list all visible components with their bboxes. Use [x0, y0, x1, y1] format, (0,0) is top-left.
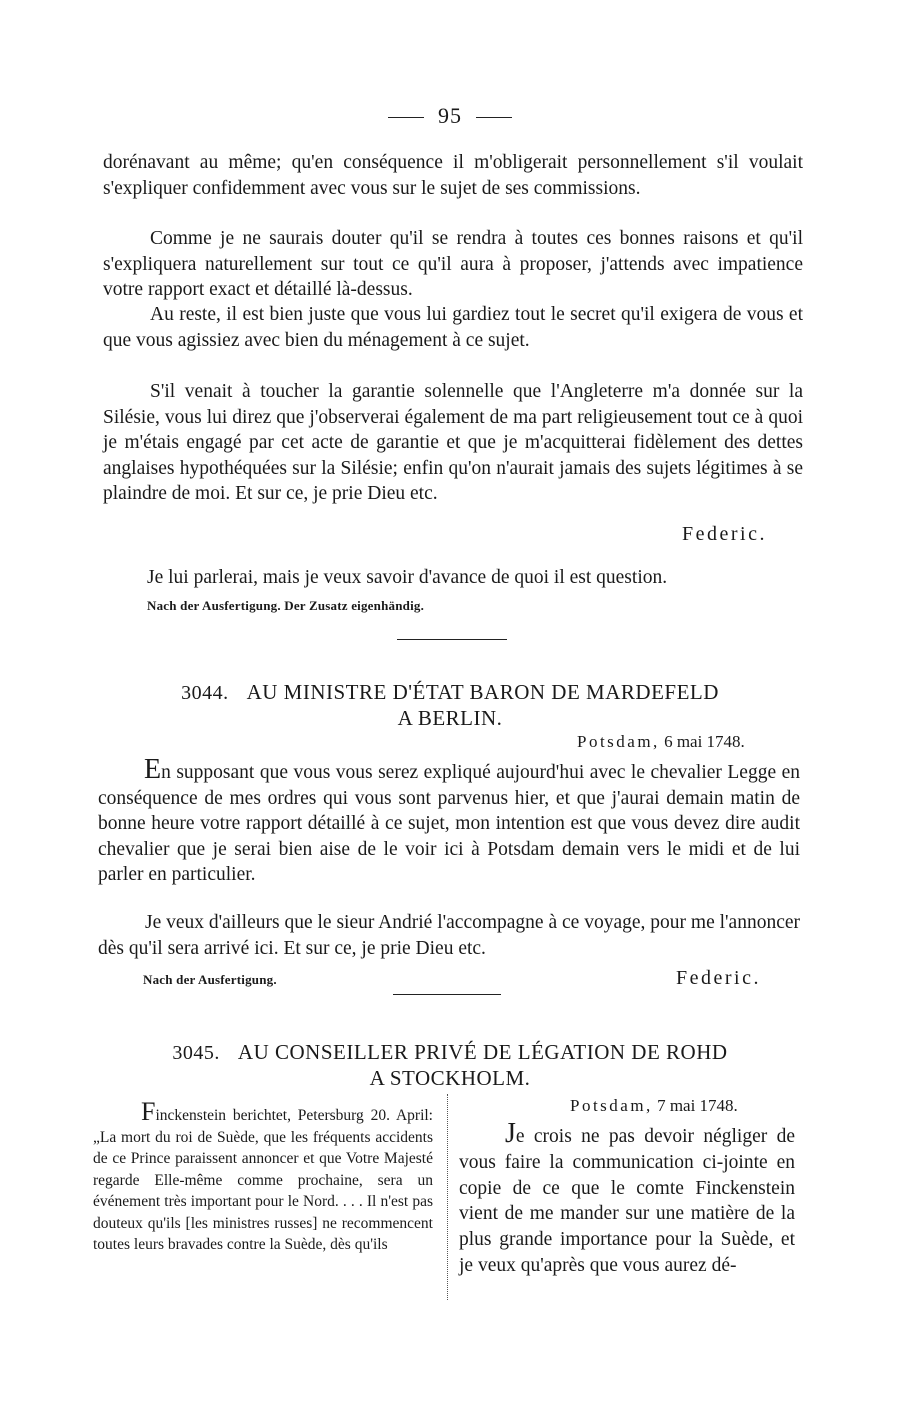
letter-3045-body — [459, 1118, 795, 1279]
letter-3045-heading — [0, 1040, 900, 1066]
continuation-paragraph-1: dorénavant au même; qu'en conséquence il m'obligerait personnellement s'il voulait s'expliquer confidemment avec vous sur le sujet de ses commissions. — [103, 152, 803, 199]
page-number-dash-right — [476, 117, 512, 118]
source-note-1: Nach der Ausfertigung. Der Zusatz eigenhändig. — [147, 598, 425, 613]
letter-3045-dateline — [570, 1096, 738, 1116]
page-number: 95 — [0, 103, 900, 129]
continuation-paragraph-3: Au reste, il est bien juste que vous lui gardiez tout le secret qu'il exigera de vous et que vous agissiez avec bien du ménagement à ce sujet. — [103, 304, 803, 351]
letter-3044-heading-line2: A BERLIN. — [397, 706, 503, 730]
letter-3045-number: 3045. — [172, 1042, 220, 1064]
postscript: Je lui parlerai, mais je veux savoir d'avance de quoi il est question. — [147, 567, 668, 588]
letter-3044-date: 6 mai 1748. — [664, 732, 745, 751]
page-number-dash-left — [388, 117, 424, 118]
letter-3045-date-place: Potsdam, — [570, 1096, 653, 1115]
letter-3045-body-initial: J — [505, 1118, 516, 1149]
letter-3044-dateline — [577, 732, 745, 752]
signature-federic-2: Federic. — [676, 967, 761, 989]
letter-3045-note-initial: F — [141, 1097, 156, 1126]
letter-3045-date: 7 mai 1748. — [657, 1096, 738, 1115]
letter-3045-note-text: inckenstein berichtet, Petersburg 20. April: „La mort du roi de Suède, que les fréquents accidents de ce Prince paraissent annoncer et que Votre Majesté regarde Elle-même comme prochaine, sera un événement très important pour le Nord. . . . Il n'est pas douteux qu'ils [les ministres russes] ne recommencent toutes leurs bravades contre la Suède, dès qu'ils — [93, 1107, 433, 1253]
letter-3045-heading-line1: AU CONSEILLER PRIVÉ DE LÉGATION DE ROHD — [237, 1040, 728, 1064]
column-separator — [447, 1094, 448, 1300]
letter-3044-heading-line1: AU MINISTRE D'ÉTAT BARON DE MARDEFELD — [246, 680, 719, 704]
letter-3045-editor-note — [93, 1097, 433, 1256]
section-divider-2 — [393, 994, 501, 995]
letter-3044-heading — [0, 680, 900, 706]
letter-3045-body-text: e crois ne pas devoir négliger de vous faire la communication ci-jointe en copie de ce que le comte Finckenstein vient de me mander sur une matière de la plus grande importance pour la Suède, et je veux qu'après que vous aurez dé- — [459, 1126, 795, 1276]
letter-3044-paragraph-1-text: n supposant que vous vous serez expliqué aujourd'hui avec le chevalier Legge en conséquence de mes ordres qui vous sont parvenus hier, et que j'aurai demain matin de bonne heure votre rapport détaillé à ce sujet, mon intention est que vous devez dire audit chevalier que je serai bien aise de le voir ici à Potsdam demain vers le midi et de lui parler en particulier. — [98, 762, 800, 885]
letter-3044-initial: E — [144, 754, 162, 785]
letter-3044-paragraph-2: Je veux d'ailleurs que le sieur Andrié l'accompagne à ce voyage, pour me l'annoncer dès qu'il sera arrivé ici. Et sur ce, je prie Dieu etc. — [98, 912, 800, 959]
signature-federic-1: Federic. — [682, 523, 767, 545]
continuation-paragraph-4: S'il venait à toucher la garantie solennelle que l'Angleterre m'a donnée sur la Silésie, vous lui direz que j'observerai également de ma part religieusement tout ce à quoi je m'étais engagé par cet acte de garantie et que je m'acquitterai fidèlement des dettes anglaises hypothéquées sur la Silésie; enfin qu'on n'aurait jamais des sujets légitimes à se plaindre de moi. Et sur ce, je prie Dieu etc. — [103, 381, 803, 504]
letter-3044-date-place: Potsdam, — [577, 732, 660, 751]
letter-3044-paragraph-1 — [98, 754, 800, 888]
letter-3045-heading-line2: A STOCKHOLM. — [369, 1066, 531, 1090]
letter-3044-source-note: Nach der Ausfertigung. — [143, 972, 277, 987]
continuation-paragraph-2: Comme je ne saurais douter qu'il se rendra à toutes ces bonnes raisons et qu'il s'expliquera naturellement sur tout ce qu'il aura à proposer, j'attends avec impatience votre rapport exact et détaillé là-dessus. — [103, 228, 803, 300]
section-divider-1 — [397, 639, 507, 640]
letter-3044-number: 3044. — [181, 682, 229, 704]
